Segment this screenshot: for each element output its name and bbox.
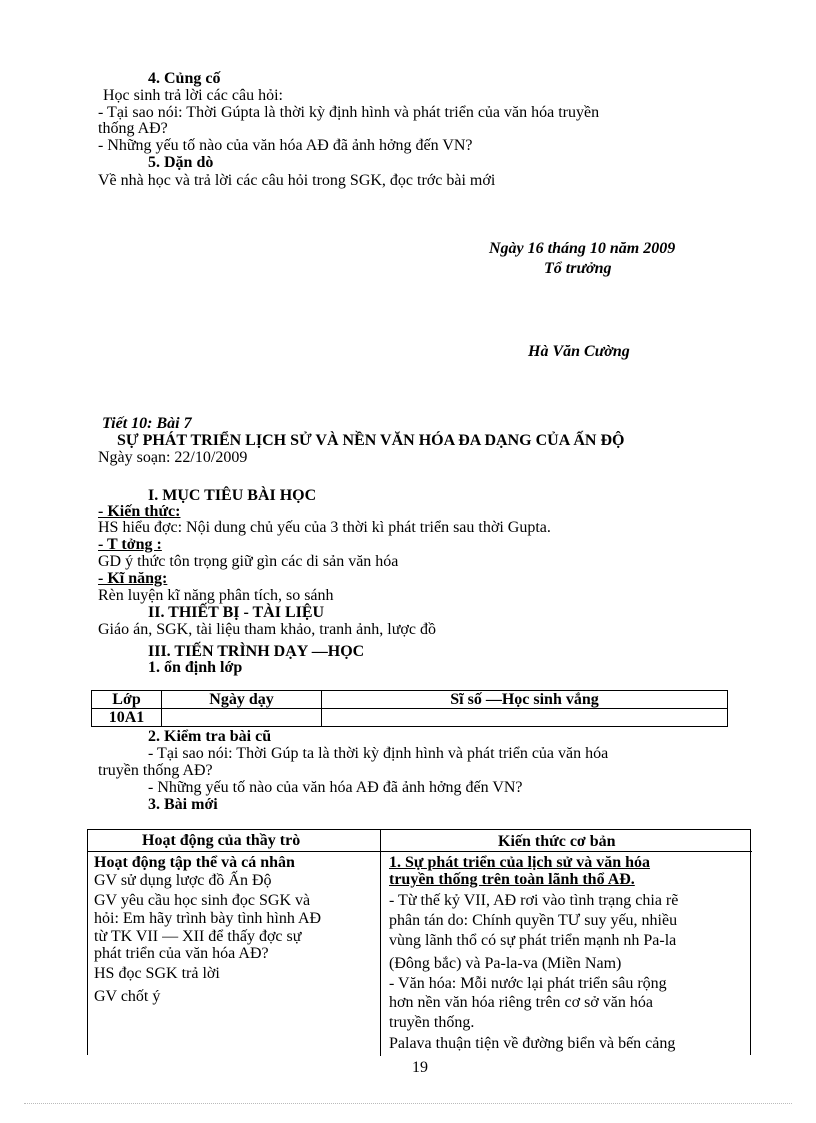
header-basic-knowledge: Kiến thức cơ bản bbox=[498, 833, 616, 850]
review-question-2: - Những yếu tố nào của văn hóa AĐ đã ảnh hởng đến VN? bbox=[98, 137, 473, 154]
signature-name: Hà Văn Cường bbox=[528, 343, 630, 360]
cell-class: 10A1 bbox=[92, 709, 162, 727]
section-3-heading: III. TIẾN TRÌNH DẠY —HỌC bbox=[148, 643, 365, 660]
right-line-6: hơn nền văn hóa riêng trên cơ sở văn hóa bbox=[389, 994, 653, 1011]
knowledge-text: HS hiểu đợc: Nội dung chủ yếu của 3 thời kì phát triển sau thời Gupta. bbox=[98, 519, 551, 536]
left-line-5: phát triển của văn hóa AĐ? bbox=[94, 945, 269, 962]
lesson-title: SỰ PHÁT TRIỂN LỊCH SỬ VÀ NỀN VĂN HÓA ĐA DẠNG CỦA ẤN ĐỘ bbox=[117, 432, 625, 449]
left-line-3: hỏi: Em hãy trình bày tình hình AĐ bbox=[94, 910, 322, 927]
header-class: Lớp bbox=[92, 691, 162, 709]
header-date: Ngày dạy bbox=[162, 691, 322, 709]
right-line-8: Palava thuận tiện về đường biển và bến cảng bbox=[389, 1035, 676, 1052]
right-line-4: (Đông bắc) và Pa-la-va (Miền Nam) bbox=[389, 955, 622, 972]
page-bottom-divider bbox=[24, 1103, 792, 1104]
right-title-line-1: 1. Sự phát triển của lịch sử và văn hóa bbox=[389, 854, 651, 871]
signature-date: Ngày 16 tháng 10 năm 2009 bbox=[489, 240, 676, 257]
check-question-2: - Những yếu tố nào của văn hóa AĐ đã ảnh hởng đến VN? bbox=[148, 779, 523, 796]
review-heading: 4. Củng cố bbox=[148, 70, 221, 87]
cell-date bbox=[162, 709, 322, 727]
left-line-6: HS đọc SGK trả lời bbox=[94, 965, 220, 982]
header-attendance: Sĩ số —Học sinh vắng bbox=[322, 691, 728, 709]
attitude-label: - T tởng : bbox=[98, 536, 162, 553]
table-row bbox=[92, 691, 728, 709]
right-title-line-2: truyền thống trên toàn lãnh thổ AĐ. bbox=[389, 871, 635, 888]
right-line-7: truyền thống. bbox=[389, 1014, 475, 1031]
right-line-1: - Từ thế kỷ VII, AĐ rơi vào tình trạng chia rẽ bbox=[389, 892, 679, 909]
section-2-text: Giáo án, SGK, tài liệu tham khảo, tranh ảnh, lược đồ bbox=[98, 621, 436, 638]
cell-attendance bbox=[322, 709, 728, 727]
activity-table bbox=[87, 829, 751, 1055]
step-2-heading: 2. Kiểm tra bài cũ bbox=[148, 728, 272, 745]
homework-heading: 5. Dặn dò bbox=[148, 154, 214, 171]
step-3-heading: 3. Bài mới bbox=[148, 796, 218, 813]
lesson-prep-date: Ngày soạn: 22/10/2009 bbox=[98, 449, 248, 466]
lesson-period: Tiết 10: Bài 7 bbox=[102, 415, 192, 432]
homework-text: Về nhà học và trả lời các câu hỏi trong SGK, đọc trớc bài mới bbox=[98, 172, 496, 189]
check-question-1-line-1: - Tại sao nói: Thời Gúp ta là thời kỳ định hình và phát triển của văn hóa bbox=[148, 745, 609, 762]
knowledge-label: - Kiến thức: bbox=[98, 503, 181, 520]
review-question-1-line-1: - Tại sao nói: Thời Gúpta là thời kỳ định hình và phát triển của văn hóa truyền bbox=[98, 104, 600, 121]
left-line-4: từ TK VII — XII để thấy đợc sự bbox=[94, 928, 302, 945]
left-line-2: GV yêu cầu học sinh đọc SGK và bbox=[94, 892, 311, 909]
review-question-1-line-2: thống AĐ? bbox=[98, 120, 168, 137]
right-line-2: phân tán do: Chính quyền TƯ suy yếu, nhiều bbox=[389, 912, 678, 929]
right-line-5: - Văn hóa: Mỗi nước lại phát triển sâu rộng bbox=[389, 975, 667, 992]
table-row bbox=[92, 709, 728, 727]
right-line-3: vùng lãnh thổ có sự phát triển mạnh nh Pa-la bbox=[389, 932, 677, 949]
left-line-1: GV sử dụng lược đồ Ấn Độ bbox=[94, 872, 272, 889]
review-intro: Học sinh trả lời các câu hỏi: bbox=[103, 87, 283, 104]
step-1-heading: 1. ổn định lớp bbox=[148, 659, 243, 676]
class-attendance-table bbox=[91, 690, 728, 727]
attitude-text: GD ý thức tôn trọng giữ gìn các di sản văn hóa bbox=[98, 553, 399, 570]
section-2-heading: II. THIẾT BỊ - TÀI LIỆU bbox=[148, 604, 325, 621]
page-number: 19 bbox=[412, 1059, 428, 1076]
skill-text: Rèn luyện kĩ năng phân tích, so sánh bbox=[98, 587, 334, 604]
header-teacher-student-activity: Hoạt động của thầy trò bbox=[142, 832, 301, 849]
skill-label: - Kĩ năng: bbox=[98, 570, 168, 587]
signature-role: Tổ trưởng bbox=[544, 260, 612, 277]
section-1-heading: I. MỤC TIÊU BÀI HỌC bbox=[148, 487, 317, 504]
left-title: Hoạt động tập thể và cá nhân bbox=[94, 854, 295, 871]
check-question-1-line-2: truyền thống AĐ? bbox=[98, 762, 213, 779]
left-line-7: GV chốt ý bbox=[94, 988, 161, 1005]
